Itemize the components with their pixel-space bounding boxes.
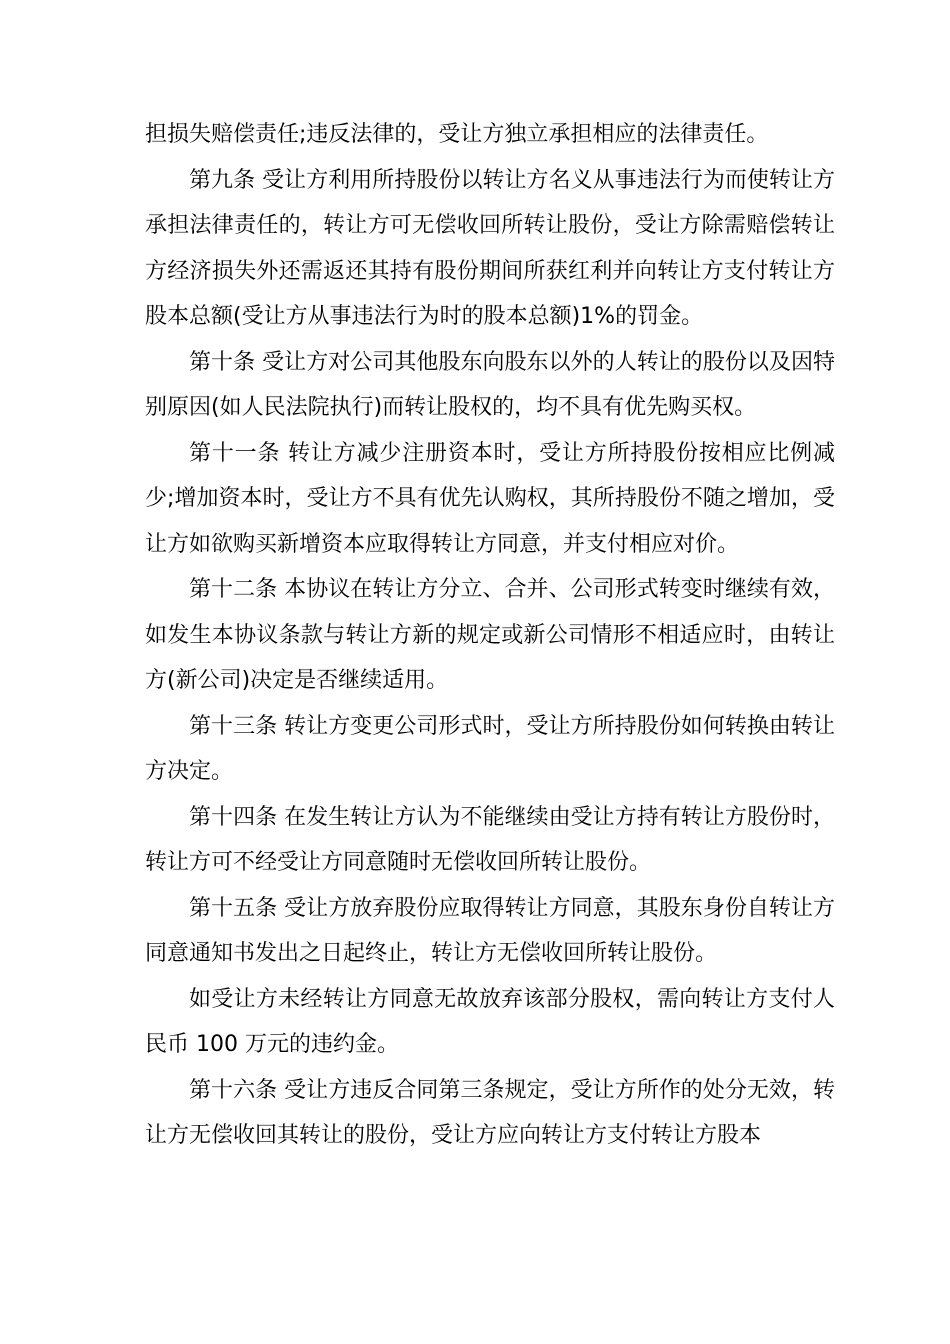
paragraph-article-10: 第十条 受让方对公司其他股东向股东以外的人转让的股份以及因特别原因(如人民法院执行)而转让股权的，均不具有优先购买权。 [145,349,835,420]
paragraph-article-11: 第十一条 转让方减少注册资本时，受让方所持股份按相应比例减少;增加资本时，受让方不具有优先认购权，其所持股份不随之增加，受让方如欲购买新增资本应取得转让方同意，并支付相应对价。 [145,440,835,557]
paragraph-article-15: 第十五条 受让方放弃股份应取得转让方同意，其股东身份自转让方同意通知书发出之日起终止，转让方无偿收回所转让股份。 [145,895,835,966]
paragraph-article-12: 第十二条 本协议在转让方分立、合并、公司形式转变时继续有效，如发生本协议条款与转让方新的规定或新公司情形不相适应时，由转让方(新公司)决定是否继续适用。 [145,577,835,693]
paragraph-1: 担损失赔偿责任;违反法律的，受让方独立承担相应的法律责任。 [145,122,769,147]
paragraph-article-14: 第十四条 在发生转让方认为不能继续由受让方持有转让方股份时，转让方可不经受让方同意随时无偿收回所转让股份。 [145,804,835,875]
paragraph-article-9: 第九条 受让方利用所持股份以转让方名义从事违法行为而使转让方承担法律责任的，转让方可无偿收回所转让股份，受让方除需赔偿转让方经济损失外还需返还其持有股份期间所获红利并向转让方支付转让方股本总额(受让方从事违法行为时的股本总额)1%的罚金。 [145,167,835,329]
paragraph-article-15-penalty: 如受让方未经转让方同意无故放弃该部分股权，需向转让方支付人民币 100 万元的违约金。 [145,986,835,1057]
paragraph-article-16: 第十六条 受让方违反合同第三条规定，受让方所作的处分无效，转让方无偿收回其转让的股份，受让方应向转让方支付转让方股本 [145,1077,835,1148]
paragraph-article-13: 第十三条 转让方变更公司形式时，受让方所持股份如何转换由转让方决定。 [145,713,835,784]
document-body [145,112,835,1159]
